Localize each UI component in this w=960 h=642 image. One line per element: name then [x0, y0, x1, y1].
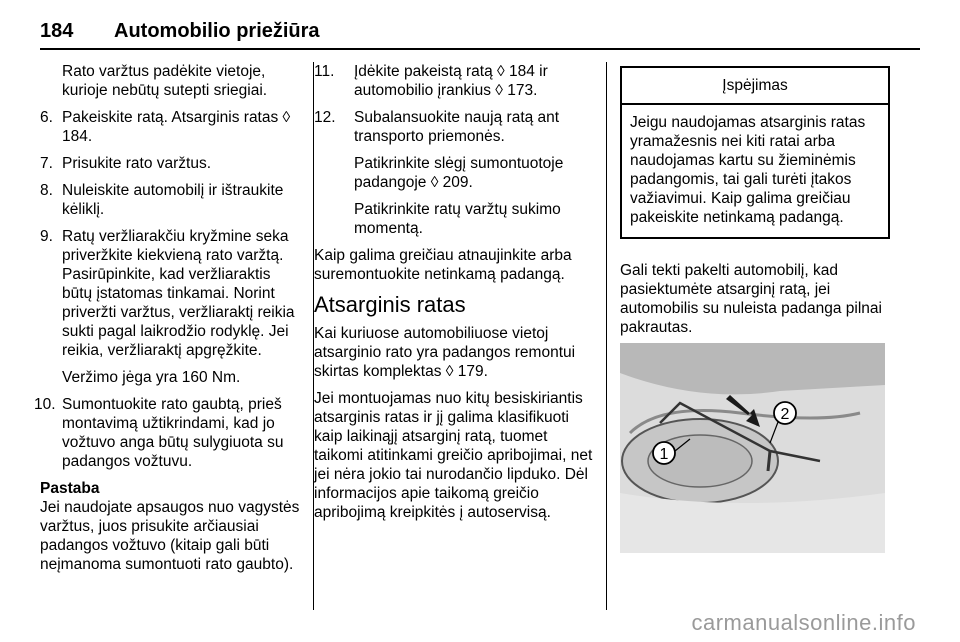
- check-torque-text: Patikrinkite ratų varžtų sukimo momentą.: [354, 201, 561, 237]
- step-text: Ratų veržliarakčiu kryžmine seka priveržkite kiekvieną rato varžtą. Pasirūpinkite, kad veržliaraktis būtų įstatomas tinkamai. Norint priveržti varžtus, veržliaraktį reikia sukti pagal laikrodžio rodyklę. Jei reikia, veržliaraktį apgręžkite.: [62, 228, 295, 359]
- section-title: Atsarginis ratas: [314, 292, 466, 317]
- column-1: [34, 62, 302, 574]
- page-number: 184: [40, 20, 74, 42]
- repair-paragraph: Kaip galima greičiau atnaujinkite arba suremontuokite netinkamą padangą.: [314, 247, 572, 283]
- step-number: 11.: [314, 63, 335, 80]
- step-10: [34, 395, 302, 471]
- step-text: Subalansuokite naują ratą ant transporto priemonės.: [354, 109, 560, 145]
- note-text: Jei naudojate apsaugos nuo vagystės varžtus, juos prisukite arčiausiai padangos vožtuvo (kitaip gali būti neįmanoma sumontuoti rato gaubto).: [40, 499, 300, 573]
- check-pressure-text: Patikrinkite slėgį sumontuotoje padangoje ◊ 209.: [354, 155, 564, 191]
- spare-wheel-figure: [620, 343, 885, 553]
- lift-paragraph: Gali tekti pakelti automobilį, kad pasiektumėte atsarginį ratą, jei automobilis su nuleista padanga pilnai pakrautas.: [620, 262, 882, 336]
- note-title: Pastaba: [40, 480, 100, 497]
- spare-wheel-illustration: [620, 343, 885, 553]
- step-number: 9.: [40, 228, 53, 245]
- temporary-spare-paragraph: Jei montuojamas nuo kitų besiskiriantis atsarginis ratas ir jį galima klasifikuoti kaip laikinąjį atsarginį ratą, tuomet taikomi atitinkami greičio apribojimai, net jei nėra jokio tai nurodančio lipduko. Dėl informacijos apie taikomą greičio apribojimą kreipkitės į autoservisą.: [314, 390, 593, 521]
- warning-title: Įspėjimas: [622, 68, 888, 105]
- page-title: Automobilio priežiūra: [114, 20, 320, 42]
- continuation-text: Rato varžtus padėkite vietoje, kurioje nebūtų sutepti sriegiai.: [62, 63, 268, 99]
- torque-text: Veržimo jėga yra 160 Nm.: [62, 369, 241, 386]
- repair-kit-paragraph: Kai kuriuose automobiliuose vietoj atsarginio rato yra padangos remontui skirtas komplektas ◊ 179.: [314, 325, 576, 380]
- step-number: 12.: [314, 109, 336, 126]
- page-header: [40, 14, 920, 44]
- step-number: 10.: [34, 396, 56, 413]
- callout-label-2: 2: [780, 406, 790, 423]
- step-7: [40, 154, 302, 173]
- step-9: [40, 227, 302, 360]
- step-8: [40, 181, 302, 219]
- step-11: [314, 62, 594, 100]
- step-number: 7.: [40, 155, 53, 172]
- step-text: Nuleiskite automobilį ir ištraukite kėliklį.: [62, 182, 284, 218]
- column-3: [620, 66, 890, 372]
- step-6: [40, 108, 302, 146]
- header-rule: [40, 48, 920, 50]
- step-text: Pakeiskite ratą. Atsarginis ratas ◊ 184.: [62, 109, 291, 145]
- callout-label-1: 1: [659, 446, 669, 463]
- step-text: Įdėkite pakeistą ratą ◊ 184 ir automobilio įrankius ◊ 173.: [354, 63, 548, 99]
- warning-text: Jeigu naudojamas atsarginis ratas yramažesnis nei kiti ratai arba naudojamas kartu su žieminėmis padangomis, tai gali turėti įtakos važiavimui. Kaip galima greičiau pakeiskite netinkamą padangą.: [630, 114, 866, 226]
- column-2: [314, 62, 594, 530]
- watermark: carmanualsonline.info: [691, 610, 916, 635]
- step-text: Sumontuokite rato gaubtą, prieš montavimą užtikrindami, kad jo vožtuvo anga būtų sulygiuota su padangos vožtuvu.: [62, 396, 284, 470]
- step-text: Prisukite rato varžtus.: [62, 155, 212, 172]
- step-12: [314, 108, 594, 146]
- column-divider-2: [606, 62, 607, 610]
- step-number: 6.: [40, 109, 53, 126]
- step-number: 8.: [40, 182, 53, 199]
- warning-box: [620, 66, 890, 239]
